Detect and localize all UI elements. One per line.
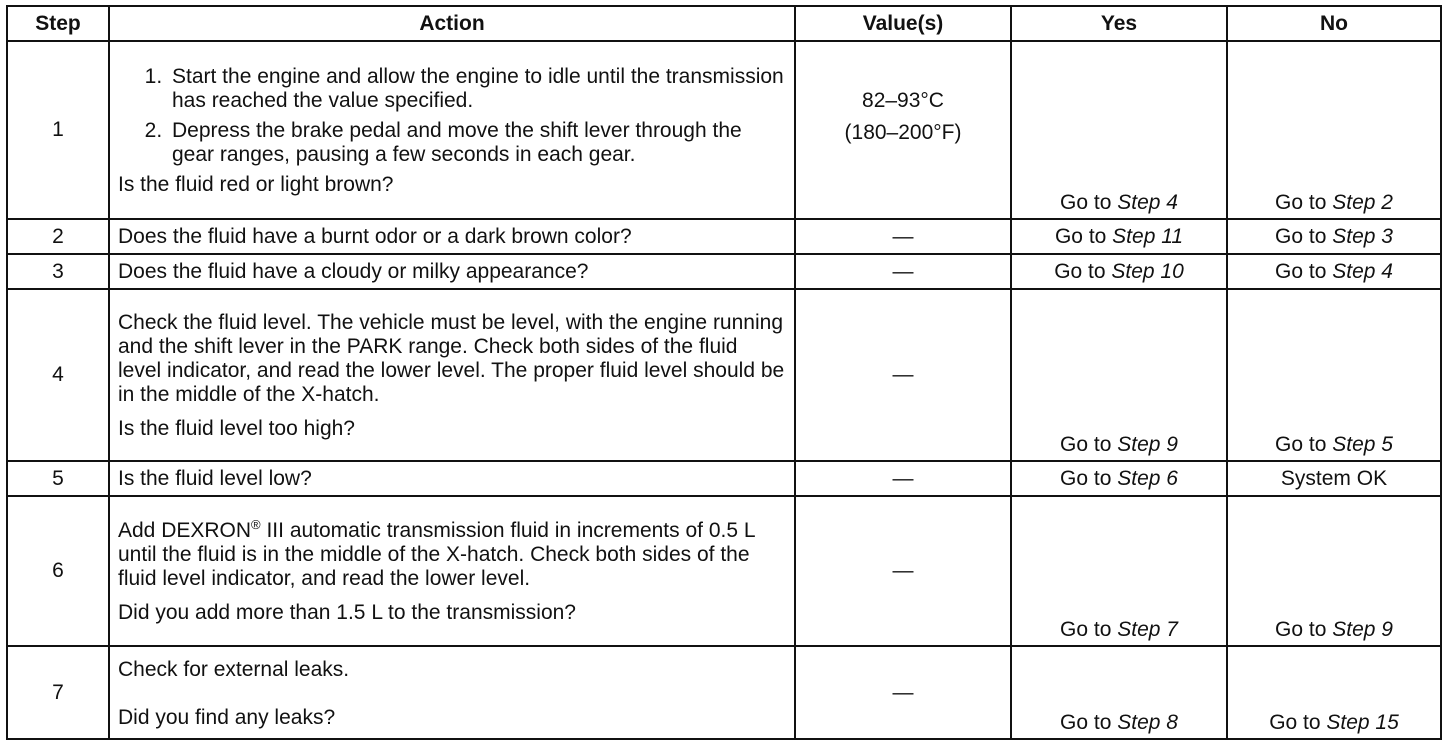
no-cell bbox=[1227, 646, 1441, 739]
diagnostic-table bbox=[6, 5, 1442, 740]
value-cell: — bbox=[795, 496, 1011, 646]
action-question: Is the fluid level low? bbox=[109, 461, 795, 496]
step-number: 2 bbox=[7, 219, 109, 254]
value-celsius: 82–93°C bbox=[862, 89, 944, 112]
table-row bbox=[7, 496, 1441, 646]
step-number: 5 bbox=[7, 461, 109, 496]
action-substep: 1. Start the engine and allow the engine to idle until the transmission has reached the value specified. bbox=[168, 65, 786, 113]
yes-step-link[interactable]: Step 6 bbox=[1117, 466, 1178, 490]
no-prefix: Go to bbox=[1269, 711, 1327, 734]
value-cell bbox=[795, 41, 1011, 219]
header-yes: Yes bbox=[1011, 6, 1227, 41]
yes-cell bbox=[1011, 219, 1227, 254]
value-cell: — bbox=[795, 646, 1011, 739]
action-cell bbox=[109, 289, 795, 461]
table-row bbox=[7, 289, 1441, 461]
yes-step-link[interactable]: Step 4 bbox=[1117, 191, 1178, 214]
value-fahrenheit: (180–200°F) bbox=[844, 121, 962, 144]
yes-step-link[interactable]: Step 9 bbox=[1117, 433, 1178, 456]
no-cell bbox=[1227, 254, 1441, 289]
no-step-link[interactable]: Step 4 bbox=[1332, 259, 1393, 283]
yes-cell bbox=[1011, 646, 1227, 739]
yes-prefix: Go to bbox=[1054, 224, 1113, 248]
yes-cell bbox=[1011, 289, 1227, 461]
action-substep: 2. Depress the brake pedal and move the shift lever through the gear ranges, pausing a few seconds in each gear. bbox=[168, 119, 786, 167]
action-question: Did you find any leaks? bbox=[118, 705, 336, 729]
no-prefix: Go to bbox=[1275, 618, 1333, 641]
no-prefix: Go to bbox=[1275, 191, 1333, 214]
value-cell: — bbox=[795, 219, 1011, 254]
no-step-link[interactable]: Step 15 bbox=[1326, 711, 1399, 734]
yes-prefix: Go to bbox=[1060, 433, 1118, 456]
no-step-link[interactable]: Step 5 bbox=[1332, 433, 1393, 456]
step-number: 6 bbox=[7, 496, 109, 646]
table-row bbox=[7, 254, 1441, 289]
yes-cell bbox=[1011, 461, 1227, 496]
yes-prefix: Go to bbox=[1060, 618, 1118, 641]
yes-prefix: Go to bbox=[1054, 259, 1112, 283]
action-steps bbox=[118, 65, 786, 167]
yes-prefix: Go to bbox=[1060, 191, 1118, 214]
yes-step-link[interactable]: Step 10 bbox=[1111, 259, 1184, 283]
no-prefix: Go to bbox=[1275, 433, 1333, 456]
action-question: Is the fluid red or light brown? bbox=[118, 172, 394, 196]
yes-step-link[interactable]: Step 11 bbox=[1112, 224, 1184, 248]
header-action: Action bbox=[109, 6, 795, 41]
action-cell bbox=[109, 41, 795, 219]
no-step-link[interactable]: Step 9 bbox=[1332, 618, 1393, 641]
yes-cell bbox=[1011, 41, 1227, 219]
yes-cell bbox=[1011, 254, 1227, 289]
no-cell bbox=[1227, 289, 1441, 461]
table-row bbox=[7, 646, 1441, 739]
yes-cell bbox=[1011, 496, 1227, 646]
header-no: No bbox=[1227, 6, 1441, 41]
table-row bbox=[7, 41, 1441, 219]
instruction-text: Add DEXRON bbox=[118, 519, 252, 542]
no-prefix: Go to bbox=[1275, 224, 1333, 248]
table-row bbox=[7, 461, 1441, 496]
action-question: Is the fluid level too high? bbox=[118, 417, 355, 440]
action-instruction: Check the fluid level. The vehicle must be level, with the engine running and the shift lever in the PARK range. Check both sides of the fluid level indicator, and read the lower level. The proper fluid level should be in the middle of the X-hatch. bbox=[118, 311, 785, 406]
header-values: Value(s) bbox=[795, 6, 1011, 41]
step-number: 3 bbox=[7, 254, 109, 289]
action-instruction: Check for external leaks. bbox=[118, 657, 350, 681]
no-step-link[interactable]: Step 3 bbox=[1332, 224, 1393, 248]
registered-mark: ® bbox=[251, 517, 261, 532]
no-cell bbox=[1227, 41, 1441, 219]
yes-step-link[interactable]: Step 8 bbox=[1117, 711, 1178, 734]
header-step: Step bbox=[7, 6, 109, 41]
no-step-link[interactable]: Step 2 bbox=[1332, 191, 1393, 214]
no-cell bbox=[1227, 496, 1441, 646]
yes-step-link[interactable]: Step 7 bbox=[1117, 618, 1178, 641]
table-row bbox=[7, 219, 1441, 254]
step-number: 7 bbox=[7, 646, 109, 739]
step-number: 1 bbox=[7, 41, 109, 219]
step-number: 4 bbox=[7, 289, 109, 461]
no-cell bbox=[1227, 219, 1441, 254]
action-question: Did you add more than 1.5 L to the transmission? bbox=[118, 601, 576, 624]
no-prefix: Go to bbox=[1275, 259, 1333, 283]
value-cell: — bbox=[795, 254, 1011, 289]
yes-prefix: Go to bbox=[1060, 711, 1118, 734]
value-cell: — bbox=[795, 461, 1011, 496]
action-cell bbox=[109, 496, 795, 646]
action-question: Does the fluid have a burnt odor or a dark brown color? bbox=[109, 219, 795, 254]
instruction-text: III automatic transmission fluid in increments of 0.5 L until the fluid is in the middle of the X-hatch. Check both sides of the fluid level indicator, and read the lower level. bbox=[118, 519, 755, 590]
no-cell-system-ok: System OK bbox=[1227, 461, 1441, 496]
yes-prefix: Go to bbox=[1060, 466, 1118, 490]
header-row bbox=[7, 6, 1441, 41]
action-cell bbox=[109, 646, 795, 739]
value-cell: — bbox=[795, 289, 1011, 461]
action-instruction bbox=[118, 519, 786, 591]
action-question: Does the fluid have a cloudy or milky appearance? bbox=[109, 254, 795, 289]
